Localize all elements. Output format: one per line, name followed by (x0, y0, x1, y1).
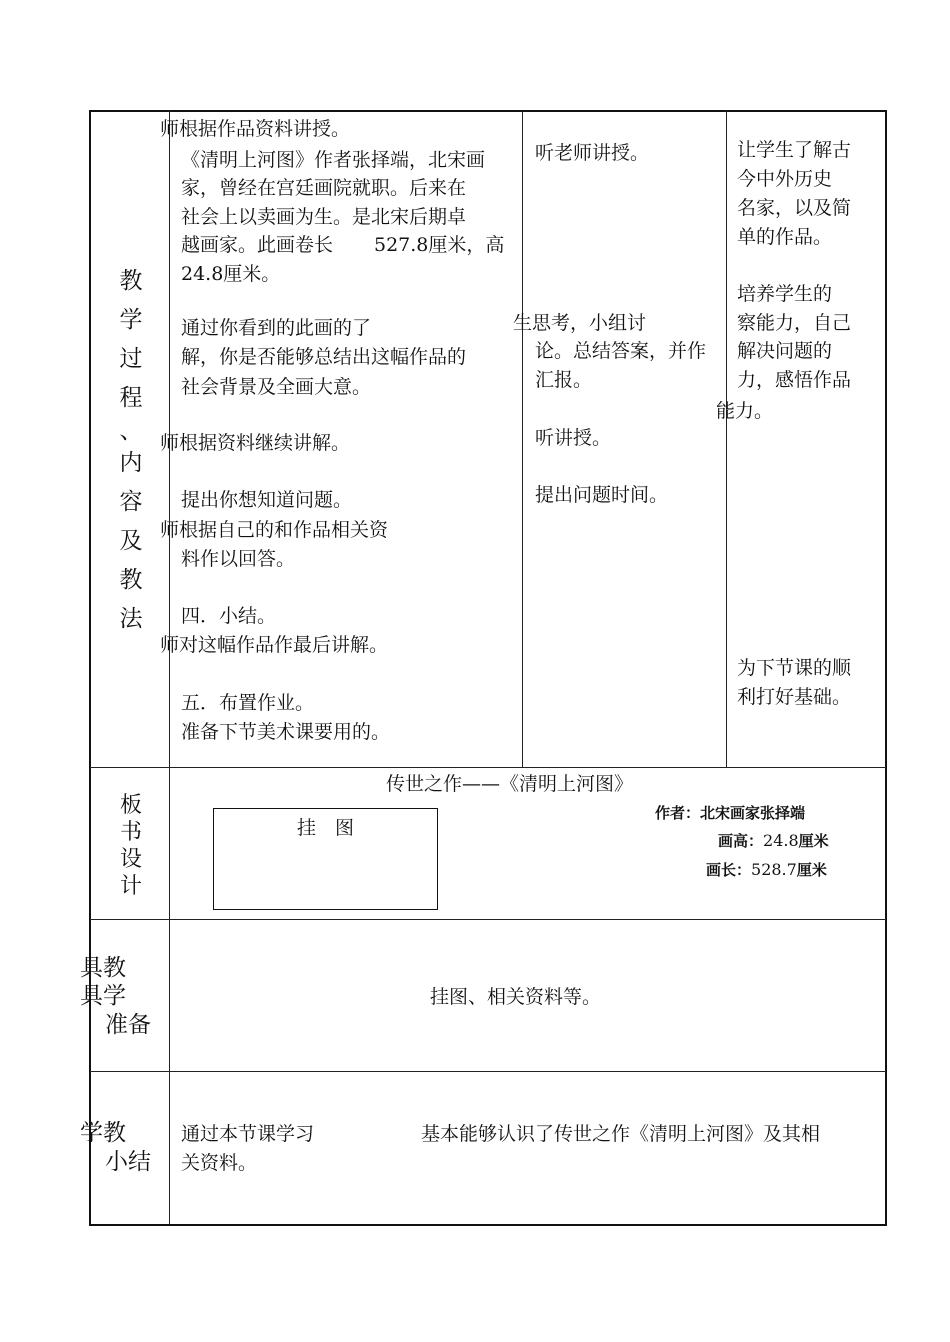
purpose-line: 培养学生的 (737, 283, 833, 305)
board-height-label: 画高： (718, 832, 764, 850)
prep-label-line: 具学 (80, 983, 126, 1009)
teacher-line: 料作以回答。 (181, 548, 296, 570)
board-label: 板 书 设 计 (119, 793, 142, 899)
purpose-line: 察能力，自己 (737, 312, 852, 334)
teacher-line: 越画家。此画卷长 (181, 234, 334, 256)
summary-content-part1: 通过本节课学习 (181, 1123, 315, 1145)
row-divider (90, 919, 886, 920)
purpose-column-divider (726, 111, 727, 767)
board-title: 传世之作——《清明上河图》 (386, 773, 634, 795)
board-length-value: 528.7 (751, 860, 797, 879)
teacher-line: 五．布置作业。 (181, 692, 315, 714)
prep-label-line: 准备 (105, 1012, 151, 1038)
summary-content-part2: 基本能够认识了传世之作《清明上河图》及其相 (421, 1123, 821, 1145)
purpose-line: 利打好基础。 (737, 686, 852, 708)
student-line: 论。总结答案，并作 (535, 340, 707, 362)
board-box-label: 挂 图 (297, 817, 355, 839)
summary-label-line: 小结 (105, 1149, 151, 1175)
purpose-line: 今中外历史 (737, 168, 833, 190)
purpose-line: 单的作品。 (737, 226, 833, 248)
teacher-line: 四．小结。 (181, 605, 277, 627)
purpose-line: 解决问题的 (737, 340, 833, 362)
board-height-unit: 厘米 (798, 832, 829, 850)
row-divider (90, 1071, 886, 1072)
board-length-label: 画长： (706, 861, 752, 879)
teacher-line: 社会上以卖画为生。是北宋后期卓 (181, 206, 467, 228)
teacher-line: 师对这幅作品作最后讲解。 (160, 634, 389, 656)
teacher-line: 24.8厘米。 (181, 263, 281, 285)
board-author: 作者：北宋画家张择端 (655, 804, 806, 822)
label-column-divider (169, 111, 170, 1224)
teacher-line: 师根据自己的和作品相关资 (160, 519, 389, 541)
board-height-value: 24.8 (763, 831, 799, 850)
board-length-unit: 厘米 (796, 861, 827, 879)
teacher-line: 社会背景及全画大意。 (181, 376, 372, 398)
purpose-line: 名家，以及简 (737, 197, 852, 219)
student-line: 生思考，小组讨 (513, 312, 647, 334)
summary-content-line2: 关资料。 (181, 1152, 258, 1174)
board-length-row (706, 854, 827, 886)
student-column-divider (522, 111, 523, 767)
teacher-line: 解，你是否能够总结出这幅作品的 (181, 346, 467, 368)
board-height-row (718, 825, 829, 857)
prep-content: 挂图、相关资料等。 (430, 986, 602, 1008)
purpose-line: 能力。 (716, 400, 774, 422)
prep-label-line: 具教 (80, 955, 126, 981)
student-line: 听讲授。 (535, 427, 612, 449)
teacher-line: 家，曾经在宫廷画院就职。后来在 (181, 177, 467, 199)
teacher-line: 527.8厘米，高 (374, 234, 505, 256)
student-line: 汇报。 (535, 369, 593, 391)
purpose-line: 让学生了解古 (737, 139, 852, 161)
summary-label-line: 学教 (80, 1120, 126, 1146)
teacher-line: 准备下节美术课要用的。 (181, 721, 391, 743)
teacher-line: 师根据作品资料讲授。 (160, 118, 351, 140)
student-line: 提出问题时间。 (535, 484, 669, 506)
student-line: 听老师讲授。 (535, 142, 650, 164)
purpose-line: 力，感悟作品 (737, 369, 852, 391)
teacher-line: 《清明上河图》作者张择端，北宋画 (181, 149, 486, 171)
teacher-line: 通过你看到的此画的了 (181, 317, 372, 339)
teacher-line: 师根据资料继续讲解。 (160, 432, 351, 454)
process-label: 教 学 过 程 、 内 容 及 教 法 (119, 268, 143, 632)
teacher-line: 提出你想知道问题。 (181, 489, 353, 511)
purpose-line: 为下节课的顺 (737, 657, 852, 679)
